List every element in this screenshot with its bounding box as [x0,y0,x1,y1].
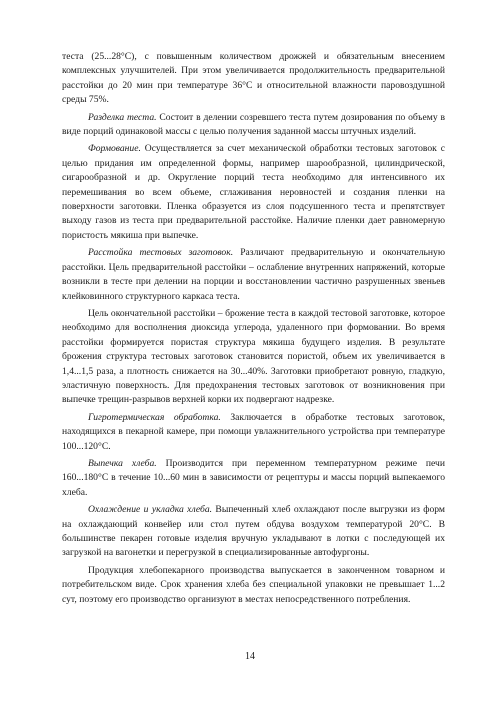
paragraph-dough-continuation [62,50,445,108]
paragraph-text: Цель окончательной расстойки – брожение теста в каждой тестовой заготовке, которое необходимо для восполнения диоксида углерода, удаленного при формовании. Во время расстойки формируется пористая структура мякиша будущего изделия. В результате брожения структура тестовых заготовок становится пористой, объем их увеличивается в 1,4...1,5 раза, а плотность снижается на 30...40%. Заготовки приобретают ровную, гладкую, эластичную поверхность. Для предохранения тестовых заготовок от возникновения при выпечке трещин-разрывов верхней корки их подвергают надрезке. [62,307,445,406]
paragraph-text: Производится при переменном температурном режиме печи 160...180°С в течение 10...60 мин в зависимости от рецептуры и массы порций выпекаемого хлеба. [62,457,445,498]
paragraph-products-storage [62,564,445,607]
paragraph-baking [62,457,445,500]
paragraph-term: Выпечка хлеба. [88,457,157,469]
paragraph-dough-division [62,111,445,140]
paragraph-shaping [62,142,445,243]
document-page [62,50,445,610]
paragraph-text: Различают предварительную и окончательную расстойки. Цель предварительной расстойки – ослабление внутренних напряжений, которые возникли в тесте при делении на порции и восстановлении частично разрушенных звеньев клейковинного структурного каркаса теста. [62,247,445,302]
paragraph-text: Выпеченный хлеб охлаждают после выгрузки из форм на охлаждающий конвейер или стол путем обдува воздухом температурой 20°С. В большинстве пекарен готовые изделия вручную укладывают в лотки с последующей их загрузкой на вагонетки и перегрузкой в специализированные автофургоны. [62,504,445,559]
paragraph-term: Охлаждение и укладка хлеба. [88,504,213,516]
paragraph-term: Гигротермическая обработка. [88,411,221,423]
paragraph-term: Расстойка тестовых заготовок. [88,247,234,259]
paragraph-text: Заключается в обработке тестовых заготовок, находящихся в пекарной камере, при помощи увлажнительного устройства при температуре 100...120°С. [62,411,445,452]
paragraph-text: Состоит в делении созревшего теста путем дозирования по объему в виде порций одинаковой массы с целью получения заданной массы штучных изделий. [62,111,445,138]
paragraph-cooling-packing [62,503,445,561]
paragraph-text: теста (25...28°С), с повышенным количеством дрожжей и обязательным внесением комплексных улучшителей. При этом увеличивается продолжительность предварительной расстойки до 20 мин при температуре 36°С и относительной влажности паровоздушной среды 75%. [62,51,445,106]
paragraph-proofing [62,246,445,304]
paragraph-hygrothermal-treatment [62,411,445,454]
page-number: 14 [245,651,255,662]
paragraph-text: Осуществляется за счет механической обработки тестовых заготовок с целью придания им определенной формы, например шарообразной, цилиндрической, сигарообразной и др. Округление порций теста необходимо для интенсивного их перемешивания во всем объеме, сглаживания неровностей и создания пленки на поверхности заготовки. Пленка образуется из слоя подсушенного теста и препятствует выходу газов из теста при предварительной расстойке. Наличие пленки дает равномерную пористость мякиша при выпечке. [62,143,445,241]
paragraph-text: Продукция хлебопекарного производства выпускается в законченном товарном и потребительском виде. Срок хранения хлеба без специальной упаковки не превышает 1...2 сут, поэтому его производство организуют в местах непосредственного потребления. [62,564,445,605]
paragraph-term: Разделка теста. [88,111,157,123]
paragraph-final-proofing [62,307,445,408]
paragraph-term: Формование. [88,143,141,155]
